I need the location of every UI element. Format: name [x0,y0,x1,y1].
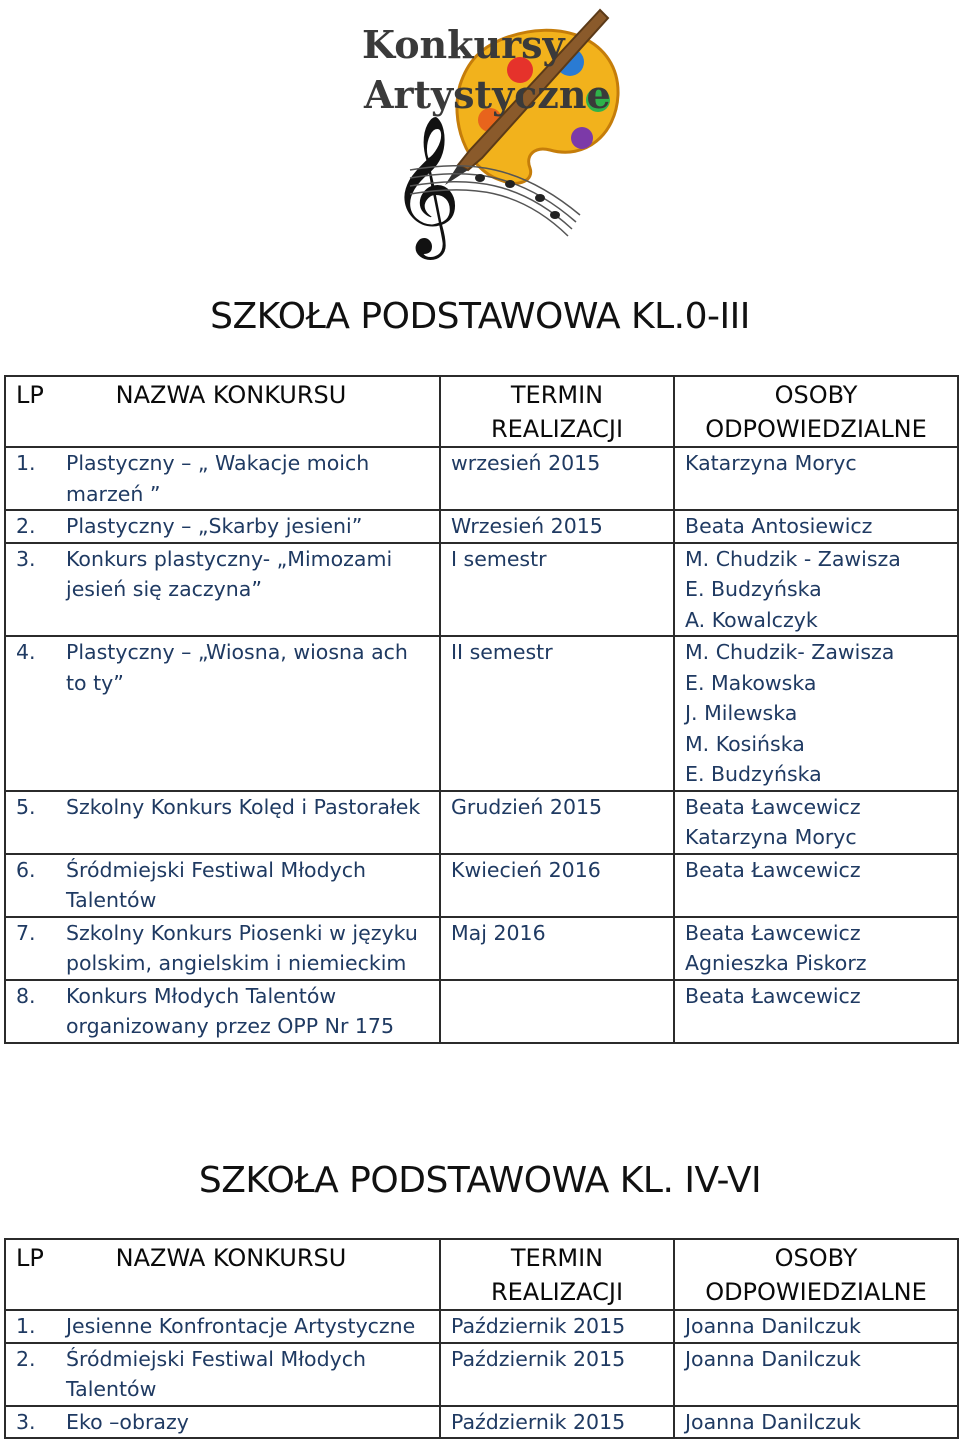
section-title-kl-0-iii: SZKOŁA PODSTAWOWA KL.0-III [210,296,750,337]
header-lp-name [5,376,440,447]
row-people [674,917,958,980]
row-term: I semestr [440,543,674,637]
row-name: Plastyczny – „Skarby jesieni” [66,514,363,538]
row-people [674,980,958,1043]
person: Joanna Danilczuk [685,1409,861,1434]
row-name: Eko –obrazy [66,1409,189,1434]
row-term: Kwiecień 2016 [440,854,674,917]
table-row [5,1406,958,1439]
table-header-row [5,376,958,447]
person: Beata Ławcewicz [685,857,861,882]
header-term: TERMIN REALIZACJI [440,1239,674,1310]
table-row [5,636,958,791]
header-lp-name [5,1239,440,1310]
table-row [5,980,958,1043]
person: E. Budzyńska [685,762,822,786]
person: Joanna Danilczuk [685,1314,861,1338]
section-title-kl-iv-vi: SZKOŁA PODSTAWOWA KL. IV-VI [198,1160,762,1201]
row-term: Październik 2015 [440,1310,674,1343]
person: Joanna Danilczuk [685,1346,861,1371]
row-name: Plastyczny – „ Wakacje moich marzeń ” [66,451,370,506]
row-name: Śródmiejski Festiwal Młodych Talentów [66,1346,366,1401]
row-lp: 7. [16,920,36,945]
table-row [5,510,958,543]
paint-purple [571,127,593,149]
row-lp: 8. [16,983,36,1008]
row-term: Maj 2016 [440,917,674,980]
table-row [5,1343,958,1406]
row-people [674,1343,958,1406]
row-lp: 5. [16,794,36,819]
header-term: TERMIN REALIZACJI [440,376,674,447]
row-people [674,543,958,637]
header-lp: LP [16,381,44,409]
row-people [674,1310,958,1343]
person: Beata Ławcewicz [685,983,861,1008]
table-row [5,1310,958,1343]
row-term: Wrzesień 2015 [440,510,674,543]
contests-table-kl-0-iii [4,375,959,1044]
row-name: Plastyczny – „Wiosna, wiosna ach to ty” [66,640,408,695]
row-term: II semestr [440,636,674,791]
person: Agnieszka Piskorz [685,951,867,975]
table-row [5,854,958,917]
person: M. Chudzik - Zawisza [685,546,901,571]
row-lp: 3. [16,1409,36,1434]
treble-clef-icon: 𝄞 [390,115,461,254]
row-people [674,447,958,510]
row-name: Szkolny Konkurs Piosenki w języku polskim, angielskim i niemieckim [66,920,418,975]
row-lp: 2. [16,514,36,538]
row-lp: 1. [16,451,36,475]
row-name: Konkurs Młodych Talentów organizowany przez OPP Nr 175 [66,983,395,1038]
row-term: Październik 2015 [440,1406,674,1439]
row-name: Śródmiejski Festiwal Młodych Talentów [66,857,366,912]
person: Katarzyna Moryc [685,825,857,849]
header-name: NAZWA KONKURSU [115,1244,347,1272]
row-term [440,980,674,1043]
row-name: Szkolny Konkurs Kolęd i Pastorałek [66,794,421,819]
person: Beata Ławcewicz [685,794,861,819]
header-people: OSOBY ODPOWIEDZIALNE [674,1239,958,1310]
row-people [674,510,958,543]
header-lp: LP [16,1244,44,1272]
table-row [5,543,958,637]
row-term: wrzesień 2015 [440,447,674,510]
person: E. Makowska [685,670,817,695]
row-people [674,791,958,854]
header-people: OSOBY ODPOWIEDZIALNE [674,376,958,447]
table-row [5,791,958,854]
row-people [674,636,958,791]
contests-table-kl-iv-vi [4,1238,959,1439]
row-term: Grudzień 2015 [440,791,674,854]
table-row [5,447,958,510]
person: M. Chudzik- Zawisza [685,640,895,664]
header-name: NAZWA KONKURSU [115,381,347,409]
row-lp: 6. [16,857,36,882]
person: J. Milewska [685,701,798,725]
logo-line-1: Konkursy [362,22,565,67]
row-people [674,854,958,917]
person: E. Budzyńska [685,577,822,601]
row-lp: 2. [16,1346,36,1371]
person: Beata Antosiewicz [685,514,873,538]
person: Beata Ławcewicz [685,920,861,945]
table-row [5,917,958,980]
table-header-row [5,1239,958,1310]
row-name: Konkurs plastyczny- „Mimozami jesień się zaczyna” [66,546,393,601]
row-term: Październik 2015 [440,1343,674,1406]
person: M. Kosińska [685,731,805,756]
logo-line-2: Artystyczne [364,72,611,117]
row-lp: 1. [16,1314,36,1338]
row-lp: 3. [16,546,36,571]
person: A. Kowalczyk [685,607,818,632]
row-lp: 4. [16,640,36,664]
person: Katarzyna Moryc [685,451,857,475]
row-people [674,1406,958,1439]
row-name: Jesienne Konfrontacje Artystyczne [66,1314,416,1338]
konkursy-artystyczne-logo [350,0,630,262]
